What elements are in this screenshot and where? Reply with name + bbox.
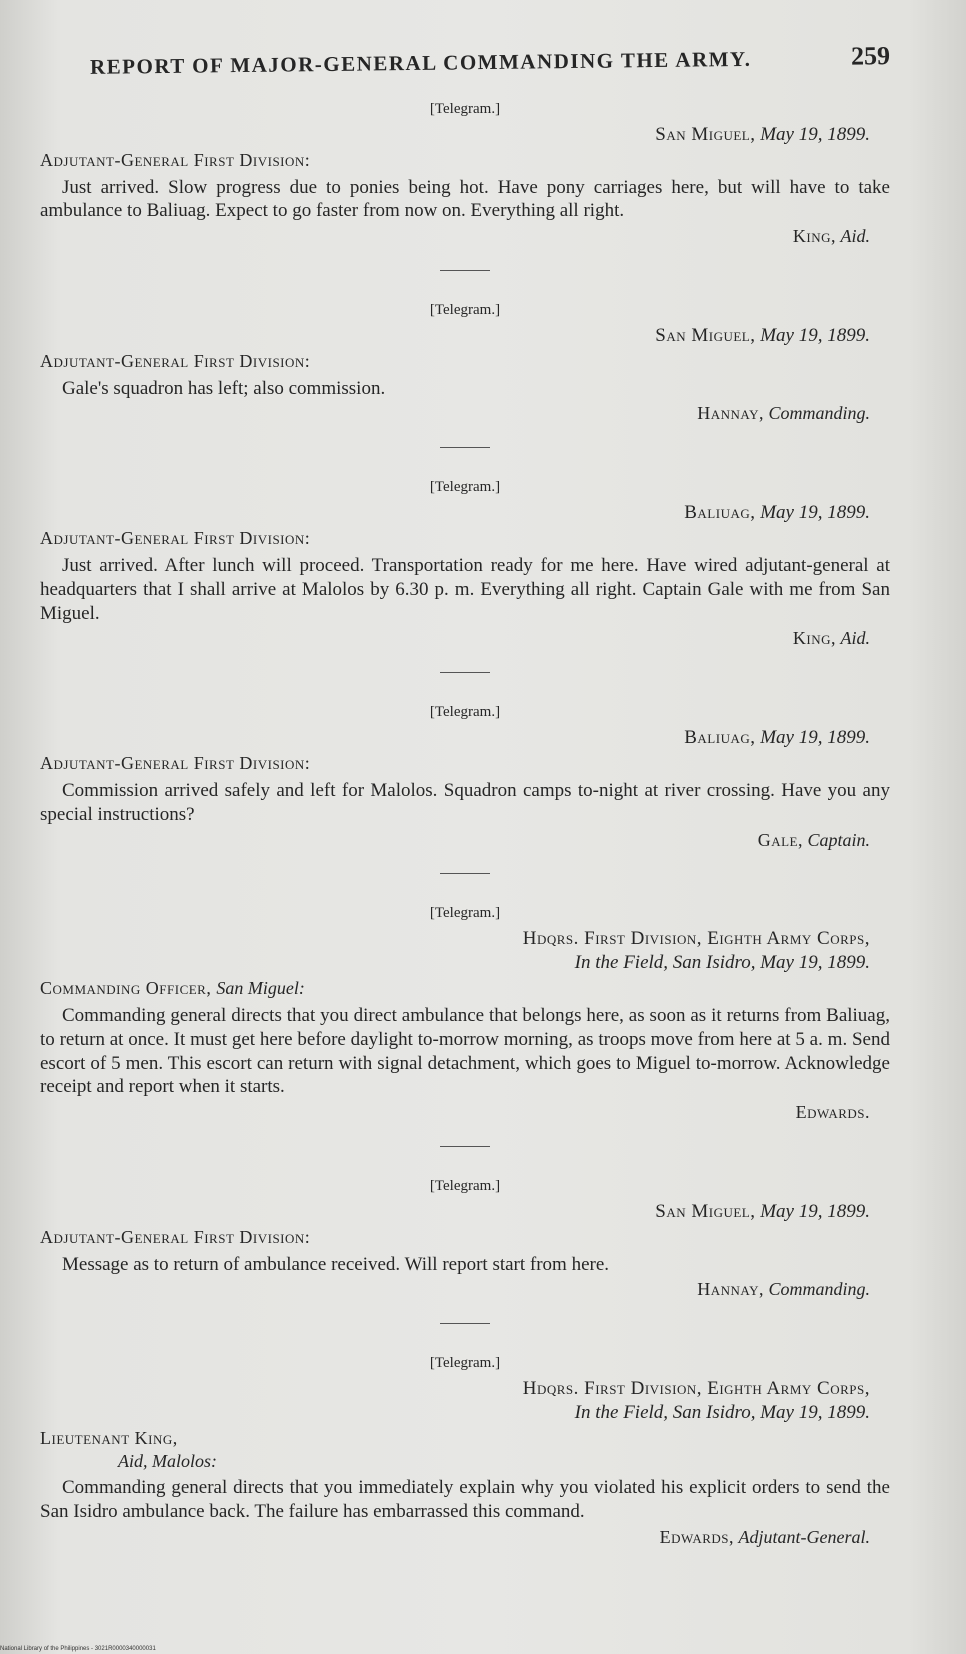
telegram-body: Commanding general directs that you direct ambulance that belongs here, as soon as it returns from Baliuag, to return at once. It must get here before daylight to-morrow morning, as troops move from here at 5 a. m. Send escort of 5 men. This escort can return with signal detachment, which goes to Miguel to-morrow. Acknowledge receipt and report when it starts. xyxy=(40,1004,890,1098)
signature-name: Gale, xyxy=(757,829,803,850)
signature-name: Hannay, xyxy=(697,403,764,424)
addressee-name: Commanding Officer, xyxy=(40,977,212,998)
telegram-origin xyxy=(40,501,890,525)
origin-location-date: In the Field, San Isidro, May 19, 1899. xyxy=(574,952,870,974)
signature xyxy=(40,627,890,650)
telegram-label: [Telegram.] xyxy=(429,302,501,319)
telegram-body: Message as to return of ambulance received. Will report start from here. xyxy=(62,1253,610,1275)
telegram-origin xyxy=(40,726,890,750)
telegram-origin xyxy=(40,1377,890,1425)
signature-name: Edwards, xyxy=(659,1527,735,1548)
page-content xyxy=(40,100,890,1549)
page-number: 259 xyxy=(850,41,891,71)
signature-title: Aid. xyxy=(840,628,870,649)
telegram-4 xyxy=(40,703,890,851)
addressee xyxy=(40,977,890,1000)
addressee: Adjutant-General First Division: xyxy=(40,149,311,170)
telegram-origin xyxy=(40,324,890,348)
section-divider xyxy=(440,447,490,448)
telegram-label: [Telegram.] xyxy=(429,479,501,496)
addressee: Adjutant-General First Division: xyxy=(40,752,311,773)
origin-place: San Miguel, xyxy=(655,123,756,145)
telegram-body: Just arrived. After lunch will proceed. Transportation ready for me here. Have wired adjutant-general at headquarters that I shall arrive at Malolos by 6.30 p. m. Everything all right. Captain Gale with me from San Miguel. xyxy=(40,554,890,624)
signature xyxy=(40,1101,890,1124)
telegram-1 xyxy=(40,100,890,248)
telegram-body: Just arrived. Slow progress due to ponies being hot. Have pony carriages here, but will have to take ambulance to Baliuag. Expect to go faster from now on. Everything all right. xyxy=(40,176,890,222)
signature-name: King, xyxy=(792,226,836,247)
signature-title: Captain. xyxy=(807,829,870,850)
addressee: Lieutenant King, xyxy=(40,1427,178,1448)
telegram-body: Commanding general directs that you immediately explain why you violated his explicit orders to send the San Isidro ambulance back. The failure has embarrassed this command. xyxy=(40,1477,890,1523)
origin-place: Hdqrs. First Division, Eighth Army Corps, xyxy=(522,1378,870,1400)
origin-place: San Miguel, xyxy=(655,1200,756,1222)
telegram-body: Gale's squadron has left; also commission. xyxy=(62,377,386,399)
scan-footer-note: National Library of the Philippines - 3021R0000340000031 xyxy=(0,1646,156,1652)
origin-date: May 19, 1899. xyxy=(760,324,870,346)
telegram-origin xyxy=(40,1200,890,1224)
signature xyxy=(40,402,890,425)
signature xyxy=(40,1526,890,1549)
telegram-origin xyxy=(40,123,890,147)
section-divider xyxy=(440,1323,490,1324)
origin-place: San Miguel, xyxy=(655,324,756,346)
running-head: REPORT OF MAJOR-GENERAL COMMANDING THE ARMY. xyxy=(89,46,752,79)
signature-title: Commanding. xyxy=(768,403,870,424)
section-divider xyxy=(440,873,490,874)
telegram-2 xyxy=(40,301,890,425)
origin-date: May 19, 1899. xyxy=(760,123,870,145)
signature xyxy=(40,829,890,852)
telegram-label: [Telegram.] xyxy=(429,1178,501,1195)
telegram-origin xyxy=(40,927,890,975)
origin-date: May 19, 1899. xyxy=(760,502,870,524)
origin-date: May 19, 1899. xyxy=(760,727,870,749)
telegram-3 xyxy=(40,478,890,650)
page-header xyxy=(90,41,890,81)
signature xyxy=(40,1278,890,1301)
signature-title: Adjutant-General. xyxy=(738,1527,870,1548)
addressee: Adjutant-General First Division: xyxy=(40,1226,311,1247)
telegram-label: [Telegram.] xyxy=(429,101,501,117)
addressee-location: Aid, Malolos: xyxy=(118,1450,217,1471)
section-divider xyxy=(440,1146,490,1147)
telegram-7 xyxy=(40,1354,890,1549)
origin-place: Hdqrs. First Division, Eighth Army Corps, xyxy=(522,928,870,950)
origin-date: May 19, 1899. xyxy=(760,1200,870,1222)
telegram-5 xyxy=(40,904,890,1124)
signature-name: Hannay, xyxy=(697,1279,764,1300)
signature-title: Commanding. xyxy=(768,1279,870,1300)
origin-place: Baliuag, xyxy=(684,502,756,524)
telegram-body: Commission arrived safely and left for Malolos. Squadron camps to-night at river crossing. Have you any special instructions? xyxy=(40,779,890,825)
signature-name: King, xyxy=(792,628,836,649)
telegram-label: [Telegram.] xyxy=(429,704,501,721)
addressee: Adjutant-General First Division: xyxy=(40,527,311,548)
telegram-6 xyxy=(40,1177,890,1301)
signature-title: Aid. xyxy=(840,226,870,247)
signature-name: Edwards. xyxy=(795,1102,870,1123)
telegram-label: [Telegram.] xyxy=(429,1355,501,1372)
origin-place: Baliuag, xyxy=(684,727,756,749)
addressee-location: San Miguel: xyxy=(216,977,305,998)
section-divider xyxy=(440,672,490,673)
telegram-label: [Telegram.] xyxy=(429,905,501,922)
origin-location-date: In the Field, San Isidro, May 19, 1899. xyxy=(574,1401,870,1423)
signature xyxy=(40,225,890,248)
section-divider xyxy=(440,270,490,271)
addressee: Adjutant-General First Division: xyxy=(40,350,311,371)
